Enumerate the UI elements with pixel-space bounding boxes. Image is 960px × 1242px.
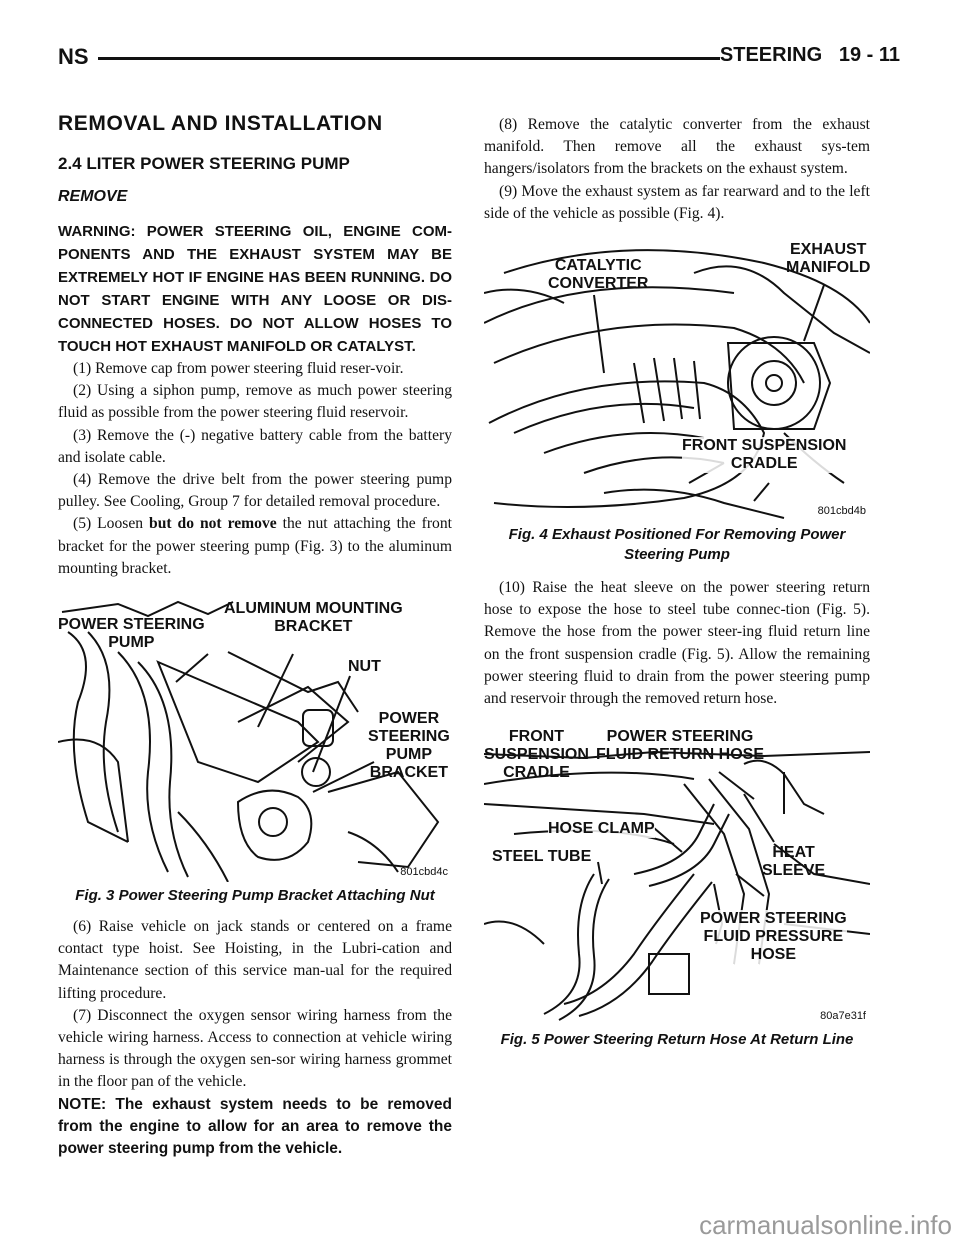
fig3-label-pump: POWER STEERING PUMP (58, 616, 205, 652)
fig3-caption: Fig. 3 Power Steering Pump Bracket Attaching Nut (75, 887, 435, 905)
fig3-label-bracket: ALUMINUM MOUNTING BRACKET (224, 600, 403, 636)
step-7: (7) Disconnect the oxygen sensor wiring harness from the vehicle wiring harness. Access to connection at vehicle wiring harness is through the oxygen sen-sor wiring harness grommet in the floor pan of the vehicle. (58, 1006, 452, 1091)
watermark: carmanualsonline.info (699, 1210, 952, 1240)
left-column (58, 112, 452, 1160)
right-column (484, 114, 870, 1050)
header-page-number: 19 - 11 (838, 44, 900, 66)
fig5-label-pressure-hose: POWER STEERING FLUID PRESSURE HOSE (700, 910, 847, 964)
step-5-prefix: (5) Loosen (73, 515, 144, 533)
fig5-label-front-cradle: FRONT SUSPENSION CRADLE (484, 728, 589, 782)
header-rule (98, 57, 720, 60)
fig5-label-heat-sleeve: HEAT SLEEVE (762, 844, 826, 880)
step-3: (3) Remove the (-) negative battery cable from the battery and isolate cable. (58, 426, 452, 466)
step-8: (8) Remove the catalytic converter from the exhaust manifold. Then remove all the exhaust sys-tem hangers/isolators from the brackets on the exhaust system. (484, 116, 870, 178)
step-6: (6) Raise vehicle on jack stands or centered on a frame contact type hoist. See Hoisting, in the Lubri-cation and Maintenance section of this service man-ual for the required lifting procedure. (58, 918, 452, 1002)
fig5-caption: Fig. 5 Power Steering Return Hose At Return Line (500, 1031, 854, 1049)
step-1: (1) Remove cap from power steering fluid reser-voir. (73, 360, 404, 377)
fig5-label-hose-clamp: HOSE CLAMP (548, 820, 655, 838)
fig3-code: 801cbd4c (400, 866, 448, 879)
fig4-label-exhaust: EXHAUST MANIFOLD (786, 241, 870, 277)
step-5-suffix: the nut attaching the front bracket for the power steering pump (Fig. 3) to the aluminum mounting bracket. (58, 515, 452, 577)
fig5-code: 80a7e31f (820, 1010, 866, 1023)
step-9: (9) Move the exhaust system as far rearward and to the left side of the vehicle as possible (Fig. 4). (484, 182, 870, 222)
fig3-label-nut: NUT (348, 658, 381, 676)
figure-5 (484, 724, 870, 1026)
warning-text: WARNING: POWER STEERING OIL, ENGINE COM-PONENTS AND THE EXHAUST SYSTEM MAY BE EXTREMELY HOT IF ENGINE HAS BEEN RUNNING. DO NOT START ENGINE WITH ANY LOOSE OR DIS-CONNECTED HOSES. DO NOT ALLOW HOSES TO TOUCH HOT EXHAUST MANIFOLD OR CATALYST. (58, 223, 452, 355)
figure-3 (58, 592, 452, 882)
step-5-emphasis: but do not remove (149, 515, 277, 533)
step-2: (2) Using a siphon pump, remove as much power steering fluid as possible from the power steering fluid reservoir. (58, 382, 452, 422)
section-title: REMOVAL AND INSTALLATION (58, 112, 383, 135)
fig4-code: 801cbd4b (817, 505, 866, 518)
note-text: NOTE: The exhaust system needs to be removed from the engine to allow for an area to remove the power steering pump from the vehicle. (58, 1095, 452, 1157)
step-10: (10) Raise the heat sleeve on the power steering return hose to expose the hose to steel tube connec-tion (Fig. 5). Remove the hose from the power steer-ing fluid return line on the front suspension cradle (Fig. 5). Allow the remaining power steering fluid to drain from the power steering pump and reservoir through the removed return hose. (484, 579, 870, 708)
page-header (58, 44, 900, 70)
fig4-label-catalytic: CATALYTIC CONVERTER (548, 257, 649, 293)
fig5-label-steel-tube: STEEL TUBE (492, 848, 592, 866)
subsection-title: 2.4 LITER POWER STEERING PUMP (58, 154, 350, 173)
header-section: STEERING (719, 44, 823, 66)
figure-4 (484, 233, 870, 521)
fig4-caption: Fig. 4 Exhaust Positioned For Removing Power Steering Pump (508, 526, 846, 564)
remove-heading: REMOVE (58, 188, 128, 205)
step-4: (4) Remove the drive belt from the power steering pump pulley. See Cooling, Group 7 for detailed removal procedure. (58, 471, 452, 511)
header-model: NS (58, 44, 89, 69)
fig4-label-cradle: FRONT SUSPENSION CRADLE (682, 437, 847, 473)
fig3-label-pump-bracket: POWER STEERING PUMP BRACKET (368, 710, 450, 782)
header-right (720, 44, 900, 67)
fig5-label-return-hose: POWER STEERING FLUID RETURN HOSE (596, 728, 764, 764)
step-5 (58, 513, 452, 580)
